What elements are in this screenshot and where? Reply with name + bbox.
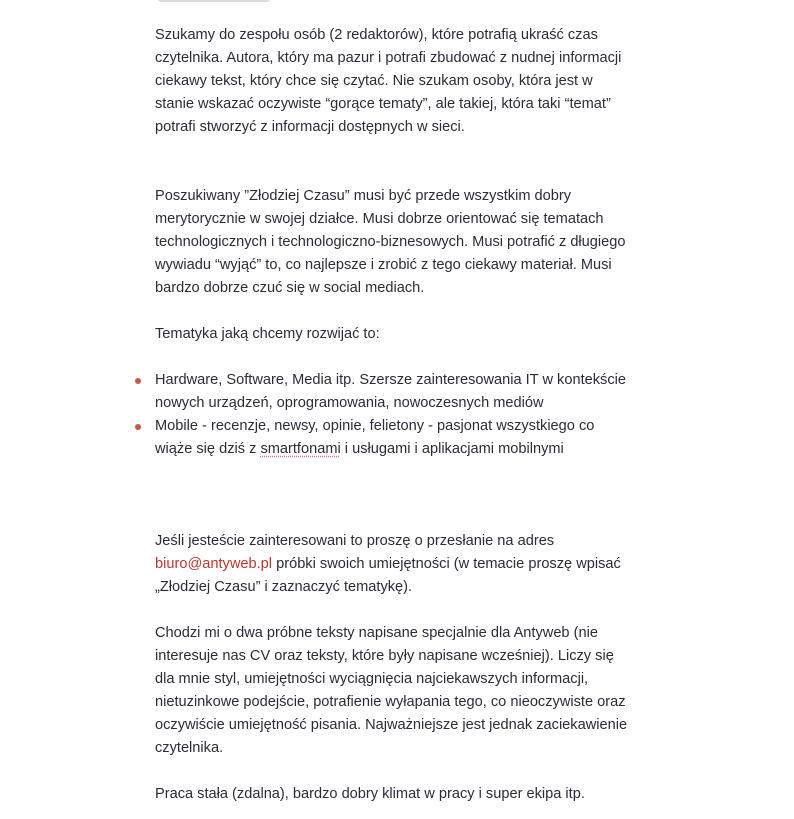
topic-text: Mobile - recenzje, newsy, opinie, felietony - pasjonat wszystkiego co wiąże się dziś z bbox=[155, 418, 595, 457]
contact-paragraph bbox=[155, 530, 633, 599]
intro-paragraph: Szukamy do zespołu osób (2 redaktorów), które potrafią ukraść czas czytelnika. Autora, który ma pazur i potrafi zbudować z nudnej informacji ciekawy tekst, który chce się czytać. Nie szukam osoby, która jest w stanie wskazać oczywiste “gorące tematy”, ale takiej, która taki “temat” potrafi stworzyć z informacji dostępnych w sieci. bbox=[155, 27, 622, 135]
topic-item-mobile bbox=[155, 415, 633, 461]
closing-paragraph: Praca stała (zdalna), bardzo dobry klimat w pracy i super ekipa itp. bbox=[155, 786, 585, 802]
spellcheck-flagged-word[interactable]: smartfonami bbox=[260, 441, 341, 457]
topic-item-hardware bbox=[155, 369, 633, 415]
topic-text: Hardware, Software, Media itp. Szersze zainteresowania IT w kontekście nowych urządzeń, oprogramowania, nowoczesnych mediów bbox=[155, 372, 626, 411]
topics-heading: Tematyka jaką chcemy rozwijać to: bbox=[155, 326, 380, 342]
samples-paragraph: Chodzi mi o dwa próbne teksty napisane specjalnie dla Antyweb (nie interesuje nas CV oraz teksty, które były napisane wcześniej). Liczy się dla mnie styl, umiejętności wyciągnięcia najciekawszych informacji, nietuzinkowe podejście, potrafienie wyłapania tego, co nieoczywiste oraz oczywiście umiejętność pisania. Najważniejsze jest jednak zaciekawienie czytelnika. bbox=[155, 625, 628, 756]
requirements-paragraph: Poszukiwany ”Złodziej Czasu” musi być przede wszystkim dobry merytorycznie w swojej działce. Musi dobrze orientować się tematach technologicznych i technologiczno-biznesowych. Musi potrafić z długiego wywiadu “wyjąć” to, co najlepsze i zrobić z tego ciekawy materiał. Musi bardzo dobrze czuć się w social mediach. bbox=[155, 188, 626, 296]
bullet-dot-icon bbox=[135, 424, 141, 430]
contact-text: Jeśli jesteście zainteresowani to proszę o przesłanie na adres bbox=[155, 533, 555, 549]
bullet-dot-icon bbox=[135, 378, 141, 384]
contact-text: próbki swoich umiejętności (w temacie proszę wpisać „Złodziej Czasu” i zaznaczyć tematykę). bbox=[155, 556, 621, 595]
topic-text: i usługami i aplikacjami mobilnymi bbox=[340, 441, 564, 457]
topics-list bbox=[155, 369, 633, 461]
article-body bbox=[155, 24, 633, 806]
top-element-edge bbox=[158, 0, 270, 2]
email-link[interactable]: biuro@antyweb.pl bbox=[155, 556, 273, 572]
